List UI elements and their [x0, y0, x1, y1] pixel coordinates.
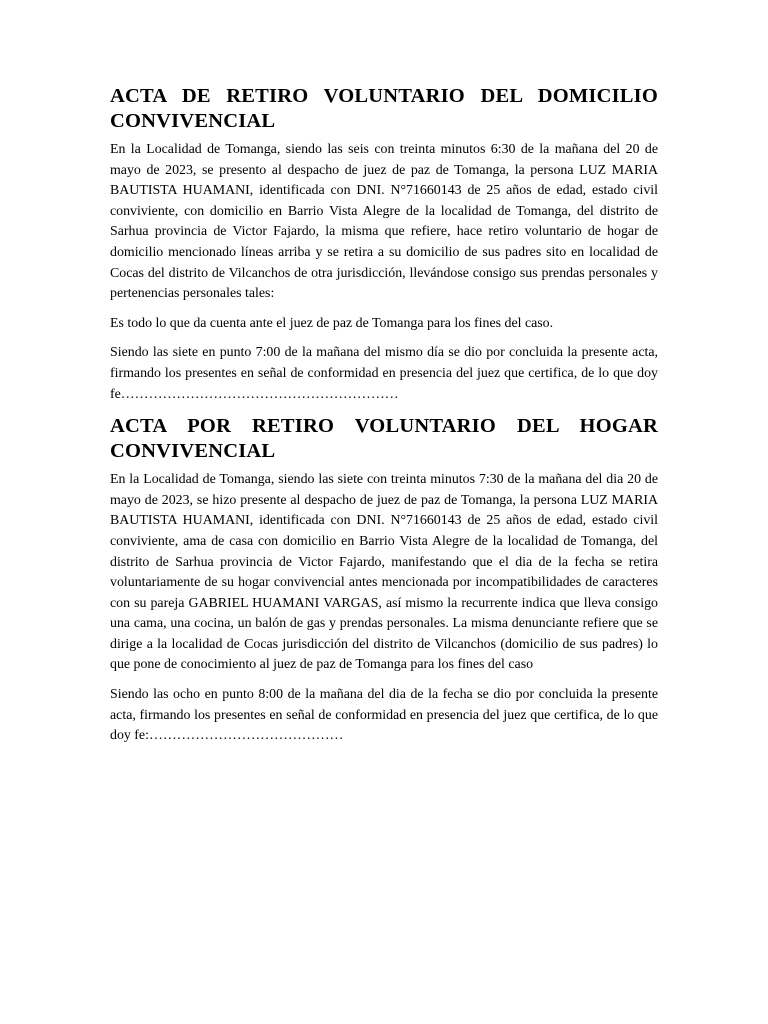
section-title: [110, 84, 658, 134]
acta-section-hogar: [110, 414, 658, 747]
title-line-2: CONVIVENCIAL: [110, 110, 276, 132]
paragraph-statement: Es todo lo que da cuenta ante el juez de paz de Tomanga para los fines del caso.: [110, 315, 554, 331]
paragraph-body: En la Localidad de Tomanga, siendo las siete con treinta minutos 7:30 de la mañana del dia 20 de mayo de 2023, se hizo presente al despacho de juez de paz de Tomanga, la persona LUZ MARIA BAUTISTA HUAMANI, identificada con DNI. N°71660143 de 25 años de edad, estado civil conviviente, ama de casa con domicilio en Barrio Vista Alegre de la localidad de Tomanga, del distrito de Sarhua provincia de Victor Fajardo, manifestando que el dia de la fecha se retira voluntariamente de su hogar convivencial antes mencionada por incompatibilidades de caracteres con su pareja GABRIEL HUAMANI VARGAS, así mismo la recurrente indica que lleva consigo una cama, una cocina, un balón de gas y prendas personales. La misma denunciante refiere que se dirige a la localidad de Cocas jurisdicción del distrito de Vilcanchos (domicilio de sus padres) lo que pone de conocimiento al juez de paz de Tomanga para los fines del caso: [110, 472, 658, 673]
title-line-1: ACTA POR RETIRO VOLUNTARIO DEL HOGAR: [110, 415, 658, 438]
title-line-1: ACTA DE RETIRO VOLUNTARIO DEL DOMICILIO: [110, 85, 658, 107]
paragraph-closing: Siendo las siete en punto 7:00 de la mañana del mismo día se dio por concluida la presente acta, firmando los presentes en señal de conformidad en presencia del juez que certifica, de lo que doy fe……………………………………………………: [110, 345, 658, 402]
section-title: [110, 414, 658, 464]
paragraph-closing: Siendo las ocho en punto 8:00 de la mañana del dia de la fecha se dio por concluida la presente acta, firmando los presentes en señal de conformidad en presencia del juez que certifica, de lo que doy fe:……………………………………: [110, 687, 658, 744]
paragraph-body: En la Localidad de Tomanga, siendo las seis con treinta minutos 6:30 de la mañana del 20 de mayo de 2023, se presento al despacho de juez de paz de Tomanga, la persona LUZ MARIA BAUTISTA HUAMANI, identificada con DNI. N°71660143 de 25 años de edad, estado civil conviviente, con domicilio en Barrio Vista Alegre de la localidad de Tomanga, del distrito de Sarhua provincia de Victor Fajardo, la misma que refiere, hace retiro voluntario de hogar de domicilio mencionado líneas arriba y se retira a su domicilio de sus padres sito en localidad de Cocas del distrito de Vilcanchos de otra jurisdicción, llevándose consigo sus prendas personales y pertenencias personales tales:: [110, 142, 658, 302]
acta-section-domicilio: [110, 84, 658, 405]
title-line-2: CONVIVENCIAL: [110, 440, 276, 463]
document-page: [110, 84, 658, 756]
